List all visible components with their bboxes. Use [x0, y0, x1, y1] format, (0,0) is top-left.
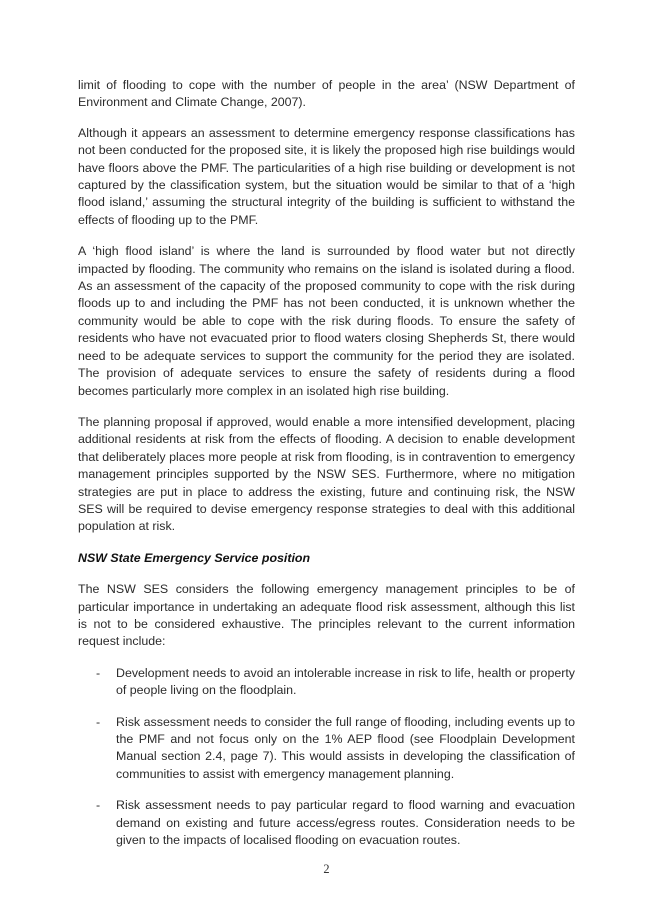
paragraph-high-flood-island: A ‘high flood island’ is where the land is surrounded by flood water but not directly impacted by flooding. The community who remains on the island is isolated during a flood. As an assessment of the capacity of the proposed community to cope with the risk during floods up to and including the PMF has not been conducted, it is unknown whether the community would be able to cope with the risk during floods. To ensure the safety of residents who have not evacuated prior to flood waters closing Shepherds St, there would need to be adequate services to support the community for the period they are isolated. The provision of adequate services to ensure the safety of residents during a flood becomes particularly more complex in an isolated high rise building.: [78, 244, 575, 398]
list-item-text: Development needs to avoid an intolerable increase in risk to life, health or property of people living on the floodplain.: [116, 665, 575, 698]
list-item-text: Risk assessment needs to consider the full range of flooding, including events up to the PMF and not focus only on the 1% AEP flood (see Floodplain Development Manual section 2.4, page 7). This would assists in developing the classification of communities to assist with emergency management planning.: [116, 714, 575, 781]
page-body: [78, 77, 575, 863]
paragraph-continued: limit of flooding to cope with the number of people in the area’ (NSW Department of Environment and Climate Change, 2007).: [78, 78, 575, 110]
list-item: [78, 797, 575, 849]
bullet-marker: -: [96, 665, 101, 680]
bullet-marker: -: [96, 798, 101, 813]
paragraph-planning-proposal: The planning proposal if approved, would enable a more intensified development, placing additional residents at risk from the effects of flooding. A decision to enable development that deliberately places more people at risk from flooding, is in contravention to emergency management principles supported by the NSW SES. Furthermore, where no mitigation strategies are put in place to address the existing, future and continuing risk, the NSW SES will be required to devise emergency response strategies to deal with this additional population at risk.: [78, 414, 575, 534]
page-number: 2: [323, 862, 330, 876]
paragraph-high-rise-classification: Although it appears an assessment to determine emergency response classifications has not been conducted for the proposed site, it is likely the proposed high rise buildings would have floors above the PMF. The particularities of a high rise building or development is not captured by the classification system, but the situation would be similar to that of a ‘high flood island,’ assuming the structural integrity of the building is sufficient to withstand the effects of flooding up to the PMF.: [78, 125, 575, 227]
list-item: [78, 665, 575, 700]
list-item-text: Risk assessment needs to pay particular regard to flood warning and evacuation demand on existing and future access/egress routes. Consideration needs to be given to the impacts of localised flooding on evacuation routes.: [116, 798, 575, 848]
list-item: [78, 714, 575, 784]
section-heading: NSW State Emergency Service position: [78, 550, 311, 565]
principles-list: [78, 665, 575, 850]
paragraph-principles-intro: The NSW SES considers the following emergency management principles to be of particular importance in undertaking an adequate flood risk assessment, although this list is not to be considered exhaustive. The principles relevant to the current information request include:: [78, 582, 575, 649]
bullet-marker: -: [96, 714, 101, 729]
